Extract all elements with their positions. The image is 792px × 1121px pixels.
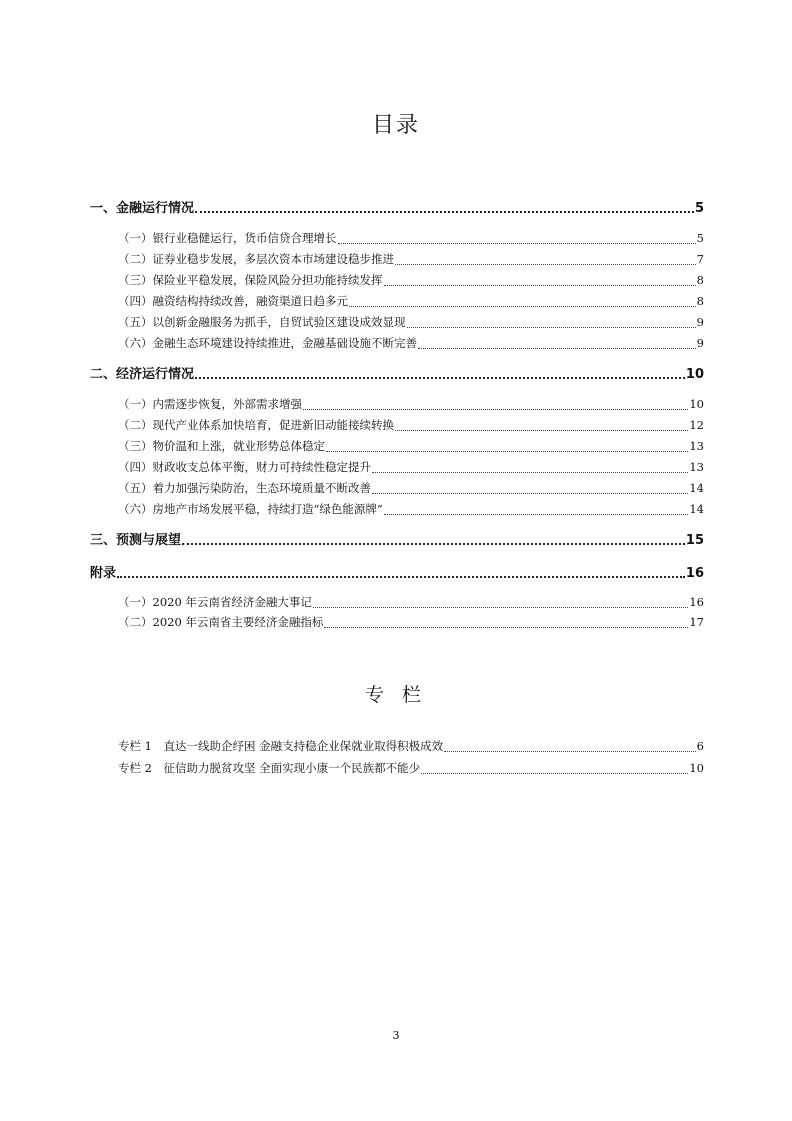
toc-section-title: 三、预测与展望: [90, 533, 182, 548]
toc-item-title: （二）现代产业体系加快培育，促进新旧动能接续转换: [118, 418, 394, 432]
toc-page-number: 15: [685, 533, 704, 548]
column-item-title: 专栏 1 直达一线助企纾困 金融支持稳企业保就业取得积极成效: [118, 739, 444, 753]
toc-item-title: （一）2020 年云南省经济金融大事记: [118, 595, 312, 609]
toc-item[interactable]: [118, 480, 704, 496]
toc-item-title: （六）金融生态环境建设持续推进，金融基础设施不断完善: [118, 336, 417, 350]
column-item-title: 专栏 2 征信助力脱贫攻坚 全面实现小康一个民族都不能少: [118, 761, 421, 775]
toc-item[interactable]: [118, 230, 704, 246]
dot-leader: [395, 430, 688, 431]
toc-item[interactable]: [118, 438, 704, 454]
toc-item[interactable]: [118, 417, 704, 433]
dot-leader: [372, 493, 688, 494]
page-number: 3: [392, 1029, 400, 1042]
toc-section-1[interactable]: [90, 197, 704, 216]
toc-page-number: 8: [696, 273, 704, 287]
toc-page-number: 7: [696, 252, 704, 266]
column-page-number: 10: [689, 761, 704, 775]
toc-title: 目录: [371, 113, 420, 138]
toc-page-number: 17: [689, 615, 704, 629]
toc-page-number: 5: [694, 201, 704, 216]
dot-leader: [195, 211, 694, 213]
toc-item[interactable]: [118, 614, 704, 630]
toc-page-number: 14: [689, 502, 704, 516]
toc-page-number: 13: [689, 439, 704, 453]
column-item[interactable]: [118, 738, 704, 754]
dot-leader: [324, 627, 688, 628]
dot-leader: [349, 306, 696, 307]
toc-item-title: （一）银行业稳健运行，货币信贷合理增长: [118, 231, 337, 245]
toc-item-title: （二）2020 年云南省主要经济金融指标: [118, 615, 324, 629]
toc-item-title: （六）房地产市场发展平稳，持续打造“绿色能源牌”: [118, 502, 383, 516]
toc-page-number: 9: [696, 336, 704, 350]
toc-section-appendix[interactable]: [90, 562, 704, 581]
dot-leader: [395, 264, 696, 265]
toc-page-number: 5: [696, 231, 704, 245]
dot-leader: [303, 409, 688, 410]
toc-page-number: 13: [689, 460, 704, 474]
toc-item[interactable]: [118, 272, 704, 288]
toc-section-3[interactable]: [90, 529, 704, 548]
toc-section-title: 二、经济运行情况: [90, 367, 195, 382]
toc-page-number: 8: [696, 294, 704, 308]
toc-item-title: （三）物价温和上涨，就业形势总体稳定: [118, 439, 325, 453]
dot-leader: [407, 327, 696, 328]
toc-item-title: （二）证券业稳步发展，多层次资本市场建设稳步推进: [118, 252, 394, 266]
dot-leader: [372, 472, 688, 473]
toc-item[interactable]: [118, 293, 704, 309]
toc-page-number: 16: [685, 566, 704, 581]
toc-section-title: 一、金融运行情况: [90, 201, 195, 216]
toc-section-title: 附录: [90, 566, 117, 581]
toc-page-number: 14: [689, 481, 704, 495]
toc-item[interactable]: [118, 396, 704, 412]
toc-item[interactable]: [118, 501, 704, 517]
toc-page-number: 9: [696, 315, 704, 329]
toc-item[interactable]: [118, 251, 704, 267]
toc-item[interactable]: [118, 314, 704, 330]
dot-leader: [444, 751, 696, 752]
dot-leader: [182, 543, 685, 545]
toc-item[interactable]: [118, 594, 704, 610]
dot-leader: [195, 377, 685, 379]
toc-item-title: （五）着力加强污染防治，生态环境质量不断改善: [118, 481, 371, 495]
dot-leader: [418, 348, 696, 349]
toc-section-2[interactable]: [90, 363, 704, 382]
column-page-number: 6: [696, 739, 704, 753]
dot-leader: [384, 514, 689, 515]
toc-item-title: （三）保险业平稳发展，保险风险分担功能持续发挥: [118, 273, 383, 287]
toc-page-number: 12: [689, 418, 704, 432]
toc-item[interactable]: [118, 459, 704, 475]
toc-page-number: 10: [689, 397, 704, 411]
dot-leader: [384, 285, 696, 286]
toc-item-title: （四）融资结构持续改善，融资渠道日趋多元: [118, 294, 348, 308]
toc-item-title: （一）内需逐步恢复，外部需求增强: [118, 397, 302, 411]
dot-leader: [313, 607, 688, 608]
column-item[interactable]: [118, 760, 704, 776]
dot-leader: [338, 243, 696, 244]
dot-leader: [326, 451, 688, 452]
toc-item[interactable]: [118, 335, 704, 351]
toc-item-title: （四）财政收支总体平衡，财力可持续性稳定提升: [118, 460, 371, 474]
toc-page-number: 16: [689, 595, 704, 609]
toc-page-number: 10: [685, 367, 704, 382]
toc-item-title: （五）以创新金融服务为抓手，自贸试验区建设成效显现: [118, 315, 406, 329]
columns-title: 专 栏: [364, 684, 428, 706]
dot-leader: [117, 576, 685, 578]
dot-leader: [421, 773, 688, 774]
